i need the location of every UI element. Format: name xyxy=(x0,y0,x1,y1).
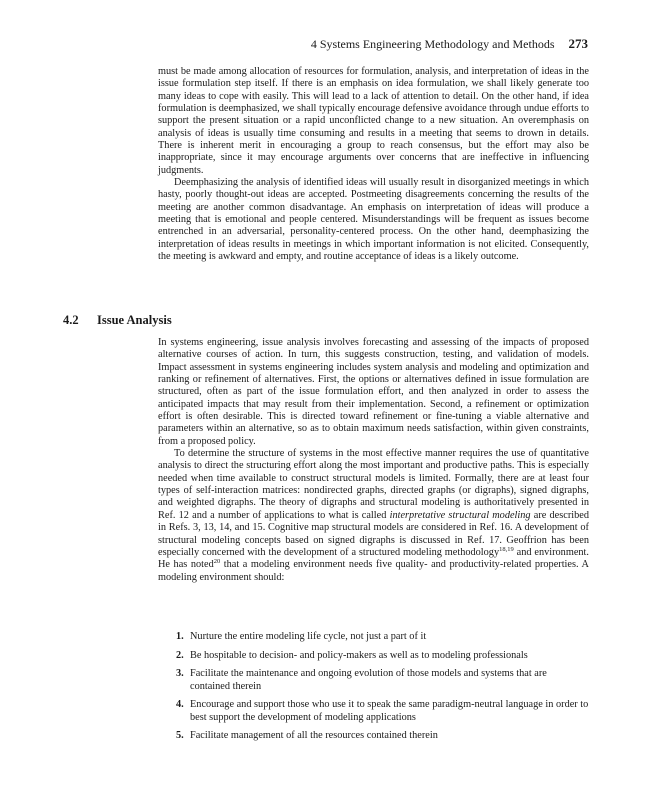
paragraph: In systems engineering, issue analysis involves forecasting and assessing of the impacts of proposed alternative courses of action. In turn, this suggests construction, testing, and validation of models. Impact assessment in systems engineering includes system analysis and modeling and optimization and ranking or refinement of alternatives. First, the options or alternatives defined in issue formulation are structured, often as part of the issue formulation effort, and then analyzed in order to assess the anticipated impacts that may result from their implementation. Second, a refinement or optimization effort is often desirable. This is directed toward refinement or fine-tuning a viable alternative and parameters within an alternative, so as to obtain maximum needs satisfaction, within given constraints, from a proposed policy. xyxy=(158,337,589,447)
list-item xyxy=(158,631,589,643)
list-number: 3. xyxy=(176,668,184,680)
page-number: 273 xyxy=(568,36,588,51)
reference-superscript: 18,19 xyxy=(499,545,514,553)
paragraph-text: To determine the structure of systems in the most effective manner requires the use of quantitative analysis to direct the structuring effort along the most important and productive paths. This is especially needed when time available to construct structural models is limited. Formally, there are at least four types of self-interaction matrices: nondirected graphs, directed graphs (or digraphs), signed digraphs, and weighted digraphs. The theory of digraphs and structural modeling is authoritatively presented in Ref. 12 and a number of applications to what is called xyxy=(158,448,589,521)
text-block-top xyxy=(158,66,589,264)
list-item xyxy=(158,699,589,724)
emphasized-term: interpretative structural modeling xyxy=(389,509,531,521)
section-title: Issue Analysis xyxy=(97,313,172,327)
list-text: Nurture the entire modeling life cycle, not just a part of it xyxy=(190,631,427,642)
list-number: 4. xyxy=(176,699,184,711)
section-number: 4.2 xyxy=(63,313,79,327)
paragraph xyxy=(158,448,589,584)
list-text: Encourage and support those who use it to speak the same paradigm-neutral language in order to best support the development of modeling applications xyxy=(190,699,589,723)
running-header xyxy=(158,36,588,52)
paragraph-text: that a modeling environment needs five quality- and productivity-related properties. A modeling environment should: xyxy=(158,559,589,583)
list-number: 1. xyxy=(176,631,184,642)
chapter-title: 4 Systems Engineering Methodology and Methods xyxy=(310,37,555,51)
list-text: Be hospitable to decision- and policy-makers as well as to modeling professionals xyxy=(190,649,528,661)
list-number: 5. xyxy=(176,730,184,742)
list-text: Facilitate management of all the resources contained therein xyxy=(190,730,438,742)
text-block-section xyxy=(158,337,589,584)
list-number: 2. xyxy=(176,649,184,661)
numbered-list xyxy=(158,631,589,749)
list-item xyxy=(158,730,589,742)
paragraph-text: are described in Refs. 3, 13, 14, and 15. Cognitive map structural models are considered in Ref. 16. A development of structural modeling concepts based on signed digraphs is discussed in Ref. 17. Geoffrion has been especially concerned with the development of a structured modeling methodology xyxy=(158,509,589,558)
reference-superscript: 20 xyxy=(213,558,221,566)
list-item xyxy=(158,668,589,693)
paragraph: Deemphasizing the analysis of identified ideas will usually result in disorganized meetings in which hasty, poorly thought-out ideas are accepted. Postmeeting disagreements concerning the results of the meeting are another common disadvantage. An emphasis on interpretation of ideas will produce a meeting that is emotional and people centered. Misunderstandings will be frequent as issues become entrenched in an adversarial, personality-centered process. On the other hand, deemphasizing the interpretation of ideas results in meetings in which important information is not elicited. Consequently, the meeting is awkward and empty, and routine acceptance of ideas is a likely outcome. xyxy=(158,177,589,263)
paragraph: must be made among allocation of resources for formulation, analysis, and interpretation of ideas in the issue formulation step itself. If there is an emphasis on idea formulation, we shall likely generate too many ideas to cope with easily. This will lead to a lack of attention to detail. On the other hand, if idea formulation is deemphasized, we shall typically encourage defensive avoidance through undue efforts to support the present situation or a rapid unconflicted change to a new situation. An overemphasis on analysis of ideas is usually time consuming and results in a meeting that seems to drown in details. There is inherent merit in encouraging a group to reach consensus, but the effort may also be inappropriate, since it may encourage arguments over concerns that are ineffective in influencing judgments. xyxy=(158,66,589,176)
list-text: Facilitate the maintenance and ongoing evolution of those models and systems that are contained therein xyxy=(190,668,547,692)
paragraph-text: and environment. He has noted xyxy=(158,546,589,571)
list-item xyxy=(158,650,589,662)
section-heading xyxy=(63,313,172,328)
